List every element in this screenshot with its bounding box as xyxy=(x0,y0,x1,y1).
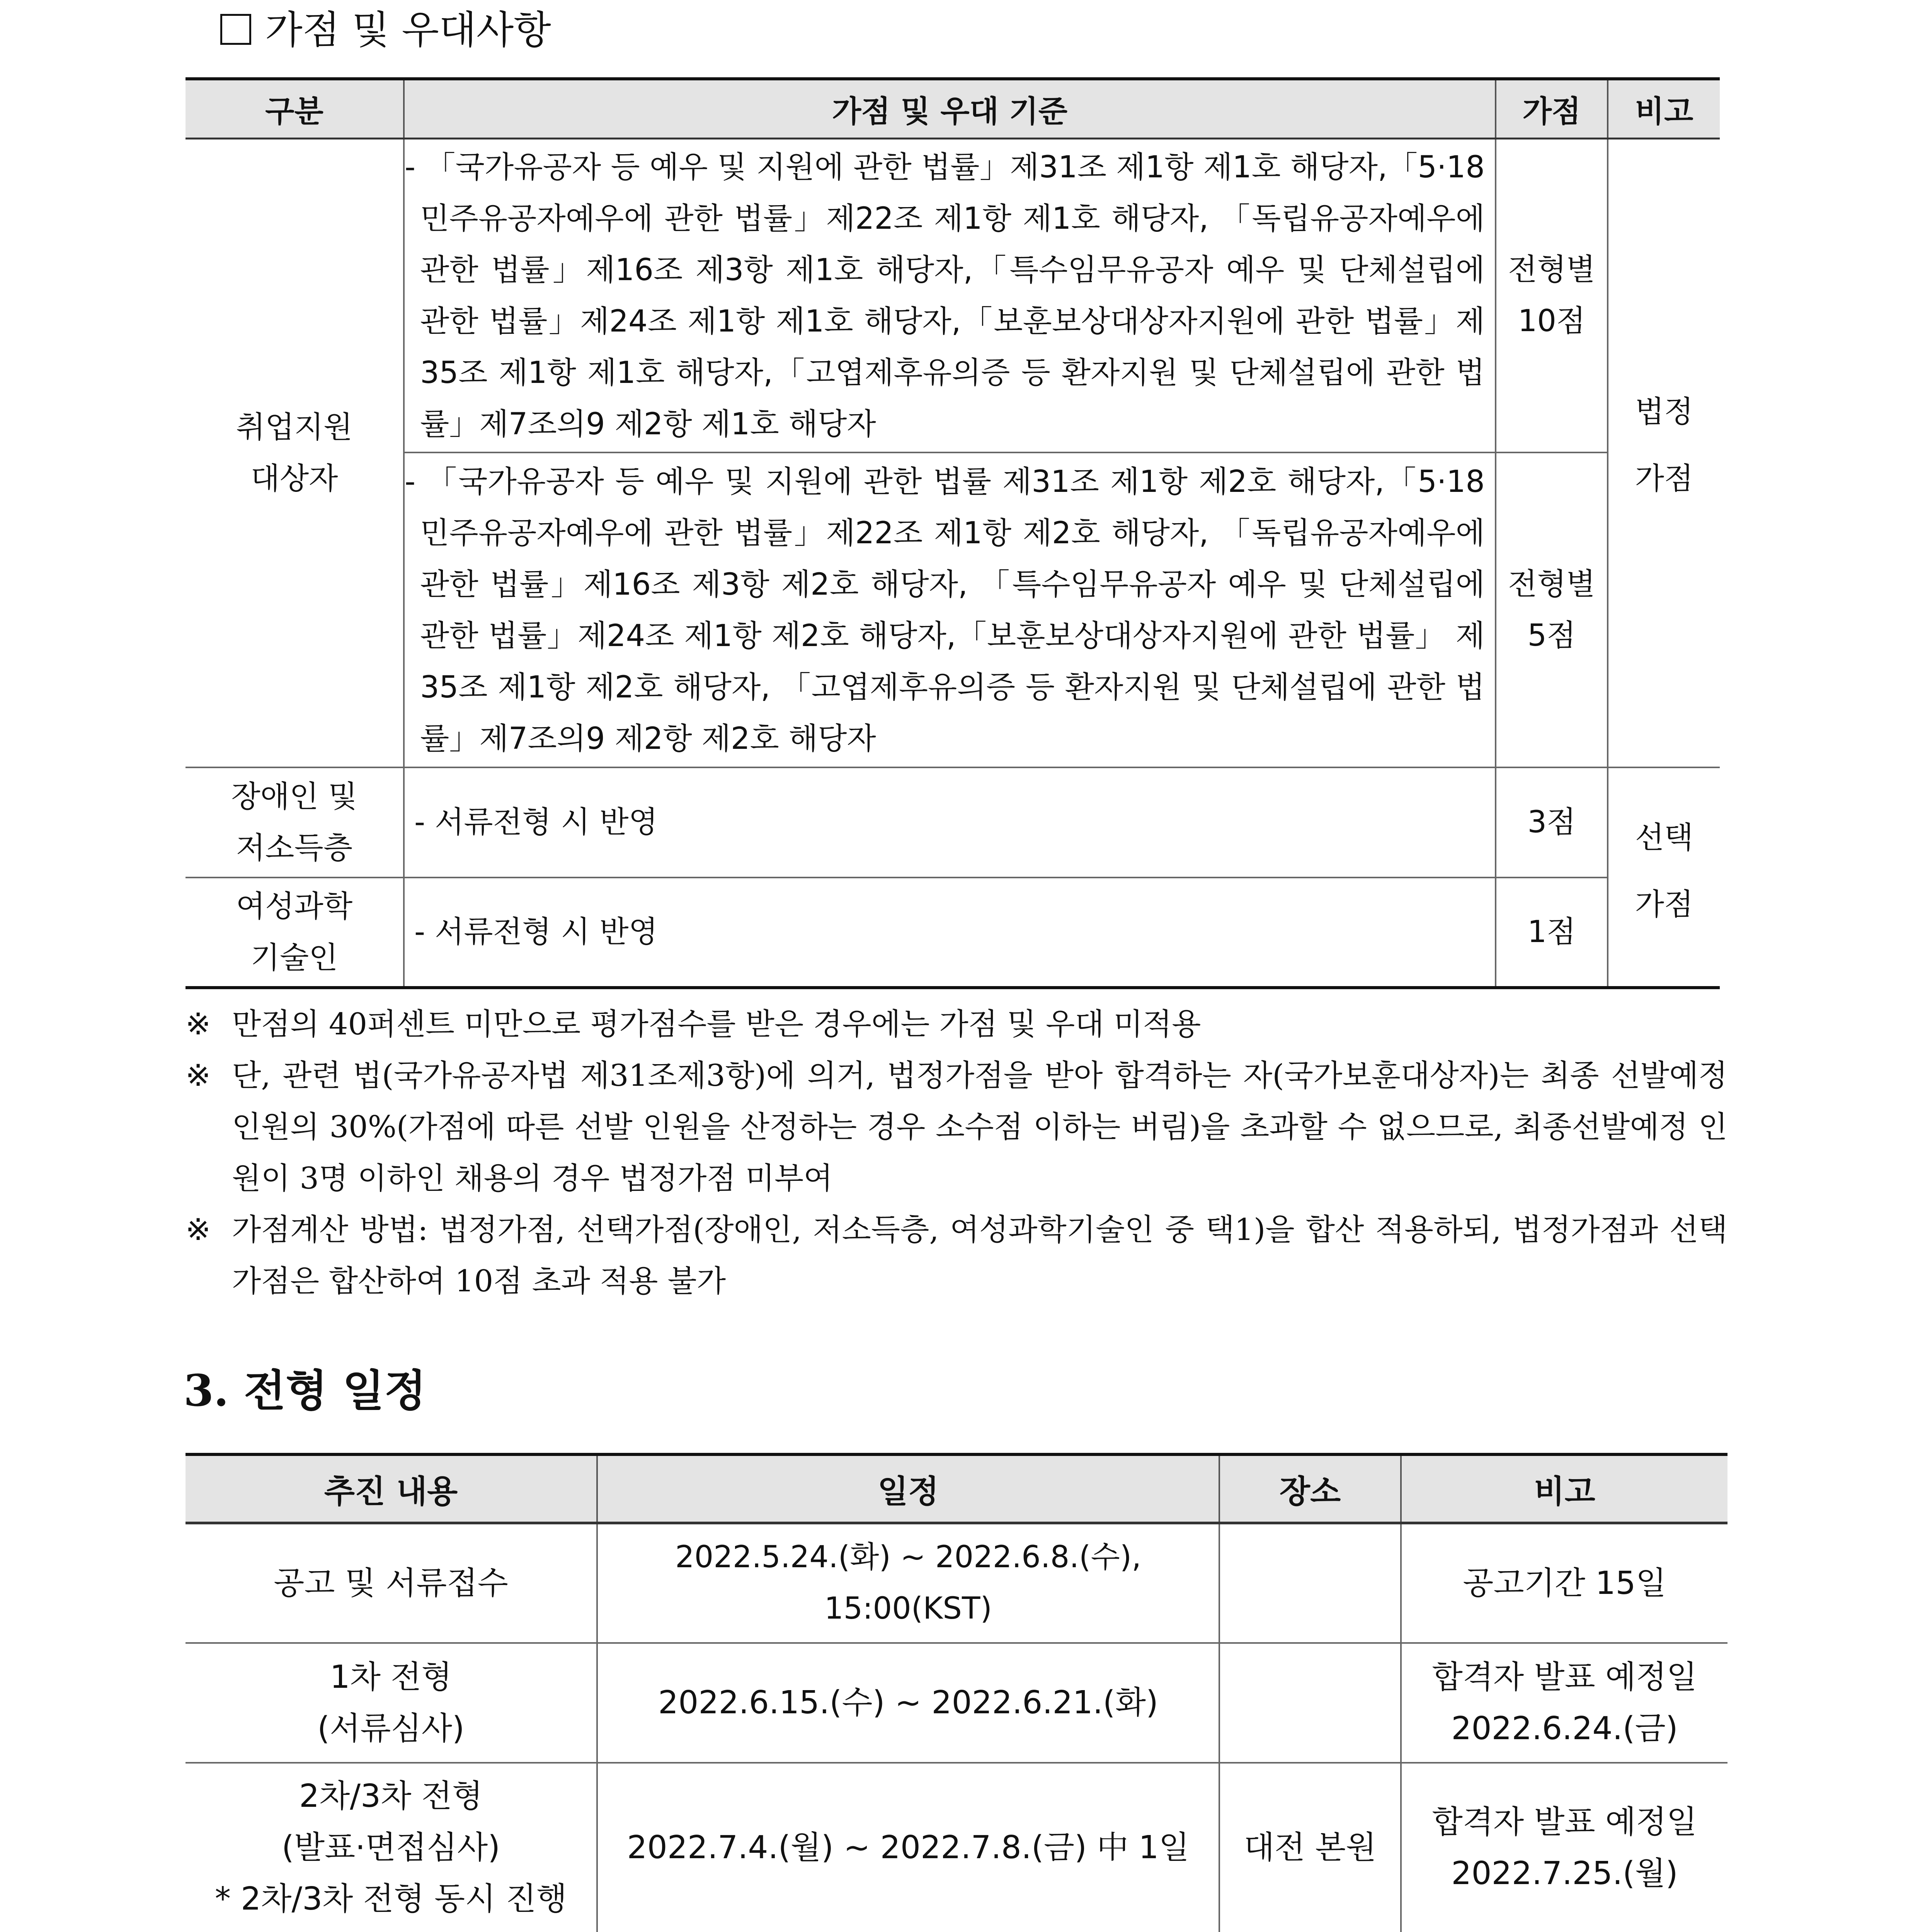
schedule-place: 대전 본원 xyxy=(1219,1763,1401,1932)
section-title-schedule: 3. 전형 일정 xyxy=(184,1366,426,1416)
schedule-date: 2022.7.4.(월) ~ 2022.7.8.(금) 中 1일 xyxy=(597,1763,1219,1932)
header-note: 비고 xyxy=(1608,79,1720,139)
category-women: 여성과학 기술인 xyxy=(186,878,404,988)
bonus-table xyxy=(186,77,1720,989)
criteria-disabled: - 서류전형 시 반영 xyxy=(404,767,1496,878)
table-row xyxy=(186,139,1720,453)
note-statutory: 법정 가점 xyxy=(1608,139,1720,768)
points-women: 1점 xyxy=(1496,878,1608,988)
category-disabled: 장애인 및 저소득층 xyxy=(186,767,404,878)
table-row xyxy=(186,452,1720,767)
table-row xyxy=(186,767,1720,878)
schedule-place xyxy=(1219,1643,1401,1763)
schedule-content: 1차 전형 (서류심사) xyxy=(186,1643,597,1763)
table-row xyxy=(186,878,1720,988)
points-employment-5: 전형별 5점 xyxy=(1496,452,1608,767)
category-employment: 취업지원 대상자 xyxy=(186,139,404,768)
header-category: 구분 xyxy=(186,79,404,139)
header-schedule-note: 비고 xyxy=(1401,1454,1727,1523)
schedule-date: 2022.5.24.(화) ~ 2022.6.8.(수), 15:00(KST) xyxy=(597,1523,1219,1643)
criteria-employment-10: - 「국가유공자 등 예우 및 지원에 관한 법률」제31조 제1항 제1호 해당자,「5·18 민주유공자예우에 관한 법률」제22조 제1항 제1호 해당자, 「독립유공자예우에 관한 법률」제16조 제3항 제1호 해당자,「특수임무유공자 예우 및 단체설립에 관한 법률」제24조 제1항 제1호 해당자,「보훈보상대상자지원에 관한 법률」제35조 제1항 제1호 해당자,「고엽제후유의증 등 환자지원 및 단체설립에 관한 법률」제7조의9 제2항 제1호 해당자 xyxy=(404,139,1496,453)
notes-list xyxy=(186,999,1727,1307)
note-item: ※ 단, 관련 법(국가유공자법 제31조제3항)에 의거, 법정가점을 받아 합격하는 자(국가보훈대상자)는 최종 선발예정 인원의 30%(가점에 따른 선발 인원을 산정하는 경우 소수점 이하는 버림)을 초과할 수 없으므로, 최종선발예정 인원이 3명 이하인 채용의 경우 법정가점 미부여 xyxy=(186,1058,1727,1196)
schedule-place xyxy=(1219,1523,1401,1643)
header-date: 일정 xyxy=(597,1454,1219,1523)
table-row xyxy=(186,1643,1727,1763)
bonus-table-header xyxy=(186,79,1720,139)
criteria-employment-5: - 「국가유공자 등 예우 및 지원에 관한 법률 제31조 제1항 제2호 해당자,「5·18 민주유공자예우에 관한 법률」제22조 제1항 제2호 해당자, 「독립유공자예우에 관한 법률」제16조 제3항 제2호 해당자, 「특수임무유공자 예우 및 단체설립에 관한 법률」제24조 제1항 제2호 해당자,「보훈보상대상자지원에 관한 법률」 제35조 제1항 제2호 해당자, 「고엽제후유의증 등 환자지원 및 단체설립에 관한 법률」제7조의9 제2항 제2호 해당자 xyxy=(404,452,1496,767)
note-item: ※ 가점계산 방법: 법정가점, 선택가점(장애인, 저소득층, 여성과학기술인 중 택1)을 합산 적용하되, 법정가점과 선택가점은 합산하여 10점 초과 적용 불가 xyxy=(186,1213,1727,1299)
schedule-note: 합격자 발표 예정일 2022.7.25.(월) xyxy=(1401,1763,1727,1932)
table-row xyxy=(186,1763,1727,1932)
header-criteria: 가점 및 우대 기준 xyxy=(404,79,1496,139)
header-points: 가점 xyxy=(1496,79,1608,139)
schedule-date: 2022.6.15.(수) ~ 2022.6.21.(화) xyxy=(597,1643,1219,1763)
header-content: 추진 내용 xyxy=(186,1454,597,1523)
note-item: ※ 만점의 40퍼센트 미만으로 평가점수를 받은 경우에는 가점 및 우대 미적용 xyxy=(186,1007,1201,1042)
criteria-women: - 서류전형 시 반영 xyxy=(404,878,1496,988)
note-optional: 선택 가점 xyxy=(1608,767,1720,988)
checkbox-square-icon xyxy=(220,14,251,45)
points-disabled: 3점 xyxy=(1496,767,1608,878)
schedule-note: 합격자 발표 예정일 2022.6.24.(금) xyxy=(1401,1643,1727,1763)
schedule-table xyxy=(186,1453,1727,1932)
schedule-content: 공고 및 서류접수 xyxy=(186,1523,597,1643)
schedule-note: 공고기간 15일 xyxy=(1401,1523,1727,1643)
table-row xyxy=(186,1523,1727,1643)
header-place: 장소 xyxy=(1219,1454,1401,1523)
section-title-bonus: 가점 및 우대사항 xyxy=(220,3,551,57)
schedule-table-header xyxy=(186,1454,1727,1523)
schedule-content: 2차/3차 전형 (발표·면접심사) * 2차/3차 전형 동시 진행 xyxy=(186,1763,597,1932)
points-employment-10: 전형별 10점 xyxy=(1496,139,1608,453)
